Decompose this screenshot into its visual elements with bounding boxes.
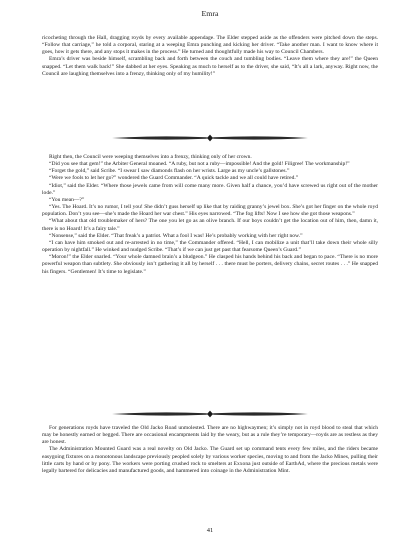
text-section-3 [42, 425, 378, 475]
text-section-2 [42, 154, 378, 276]
paragraph: “You mean—?” [49, 196, 85, 203]
paragraph: The Administration Mounted Guard was a real novelty on Old Jacko. The Guard set up command tents every few miles, and the riders became easygoing fixtures on a monotonous landscape previously peopled solely by various worker species, moving to and from the Jacko Mines, pulling their little carts by hand or by pony. The workers were porting crushed rock to smelters at Exxona just outside of EarthAd, where the precious metals were legally bartered for delicacies and manufactured goods, and hammered into coinage in the Administration Mint. [42, 446, 378, 474]
paragraph: For generations royds have traveled the Old Jacko Road unmolested. There are no highwaymen; it’s simply not in royd blood to steal that which may be honestly earned or begged. There are occasional encampments laid by the weary, but as a rule they’re temporary—royds are as restless as they are honest. [42, 425, 378, 446]
paragraph: “I can have him smoked out and re-arrested in no time,” the Commander offered. “Hell, I can mobilize a unit that’ll take down their whole silly operation by nightfall.” He winked and nudged Scribe. “That’s if we can just get past that fearsome Queen’s Guard.” [42, 239, 378, 254]
paragraph: “Nonsense,” said the Elder. “That freak’s a patriot. What a fool I was! He’s probably working with her right now.” [49, 232, 303, 239]
section-break-ornament [110, 410, 310, 418]
paragraph: Right then, the Council were weeping themselves into a frenzy, thinking only of her crown. [49, 154, 252, 160]
paragraph: “Idiot,” said the Elder. “Where those jewels came from will come many more. Given half a chance, you’d have screwed us right out of the mother lode.” [42, 182, 378, 196]
paragraph: ricocheting through the Hall, dragging royds by every available appendage. The Elder stepped aside as the offenders were pitched down the steps. “Follow that carriage,” he told a corporal, staring at a weeping Emra punching and kicking her driver. “Take another man. I want to know where it goes, how it gets there, and any stops it makes in the process.” He turned and thoughtfully made his way to Council Chambers. [42, 35, 378, 56]
running-title: Emra [201, 9, 219, 18]
paragraph: “Forget the gold,” said Scribe. “I swear I saw diamonds flash on her wrists. Large as my uncle’s gallstones.” [49, 168, 290, 175]
paragraph: “Moron!” the Elder snarled. “Your whole damned brain’s a bludgeon.” He clasped his hands behind his back and began to pace. “There is no more powerful weapon than subtlety. She obviously isn’t gathering it all by herself . . . there must be porters, delivery chains, secret routes . . .” He snapped his fingers. “Gentlemen! It’s time to legislate.” [42, 254, 378, 275]
paragraph: “What about that old troublemaker of hers? The one you let go as an olive branch. If our boys couldn’t get the location out of him, then, damn it, there is no Hoard! It’s a fairy tale.” [42, 218, 378, 232]
paragraph: “Were we fools to let her go?” wondered the Guard Commander. “A quick tackle and we all could have retired.” [49, 175, 299, 182]
section-break-ornament [110, 134, 310, 142]
paragraph: “Did you see that gem!” the Arbiter General moaned. “A ruby, but not a ruby—impossible! And the gold! Filigree! The workmanship!” [49, 161, 350, 168]
page-number: 41 [206, 527, 214, 534]
text-section-1 [42, 35, 378, 78]
flourish-divider-icon [110, 410, 310, 418]
flourish-divider-icon [110, 134, 310, 142]
paragraph: Emra’s driver was beside himself, scrambling back and forth between the couch and tumbling bodies. “Leave them where they are!” the Queen snapped. “Let them walk back!” She dabbed at her eyes. Speaking as much to herself as to the driver, she said, “It’s all a lark, anyway. Right now, the Council are laughing themselves into a frenzy, thinking only of my humility!” [42, 56, 378, 77]
paragraph: “Yes. The Hoard. It’s no rumor, I tell you! She didn’t guss herself up like that by raiding granny’s jewel box. She’s got her finger on the whole royd population. Don’t you see—she’s made the Hoard her war chest.” His eyes narrowed. “The fog lifts! Now I see how she got those weapons.” [42, 204, 378, 218]
